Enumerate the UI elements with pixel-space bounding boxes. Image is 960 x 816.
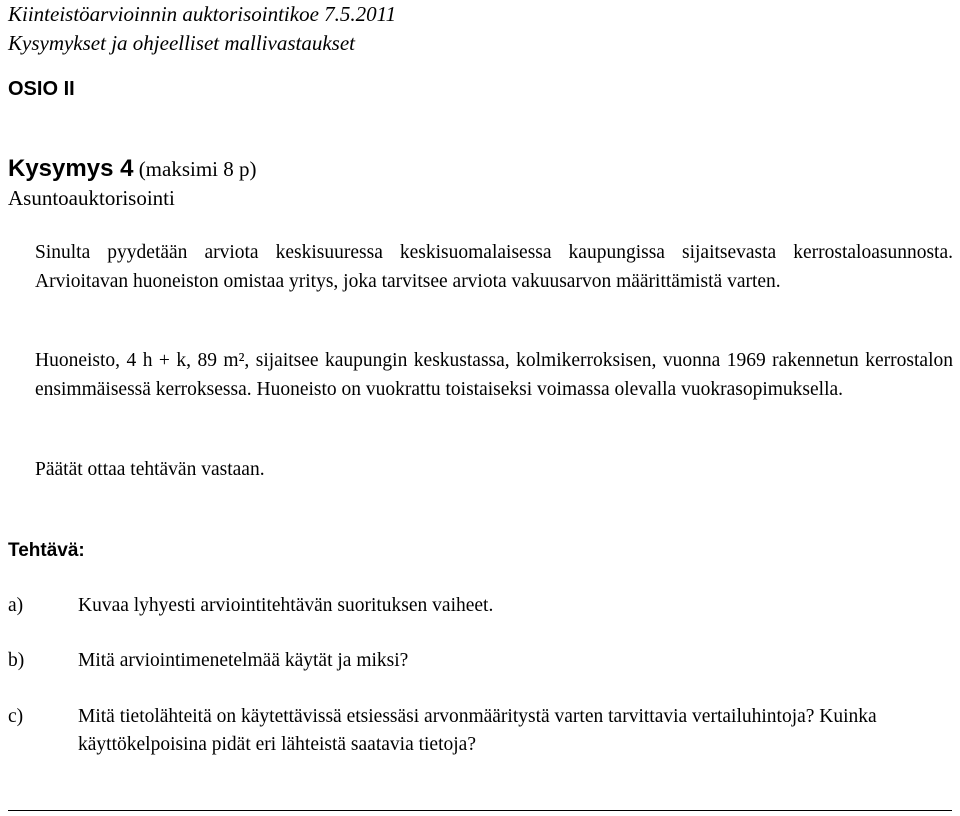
section-title: OSIO II bbox=[8, 78, 75, 100]
question-heading bbox=[8, 154, 257, 212]
question-title: Kysymys 4 bbox=[8, 155, 134, 182]
header-document-subtitle: Kysymykset ja ohjeelliset mallivastaukset bbox=[8, 31, 355, 55]
task-item bbox=[8, 703, 948, 759]
header-exam-title: Kiinteistöarvioinnin auktorisointikoe 7.5.2011 bbox=[8, 2, 397, 26]
task-item-text: Mitä tietolähteitä on käytettävissä etsiessäsi arvonmääritystä varten tarvittavia vertailuhintoja? Kuinka käyttökelpoisina pidät eri lähteistä saatavia tietoja? bbox=[78, 706, 877, 755]
paragraph-acceptance: Päätät ottaa tehtävän vastaan. bbox=[35, 459, 265, 480]
question-subtitle: Asuntoauktorisointi bbox=[8, 186, 175, 210]
task-item-label: a) bbox=[8, 595, 24, 616]
task-item-text: Mitä arviointimenetelmää käytät ja miksi? bbox=[78, 650, 409, 671]
task-heading: Tehtävä: bbox=[8, 540, 85, 561]
task-item-label: b) bbox=[8, 650, 25, 671]
task-item bbox=[8, 647, 948, 675]
task-item bbox=[8, 592, 948, 620]
task-item-label: c) bbox=[8, 706, 24, 727]
page-bottom-rule bbox=[8, 810, 952, 811]
document-header bbox=[8, 0, 396, 58]
question-points: (maksimi 8 p) bbox=[138, 157, 257, 181]
task-item-text: Kuvaa lyhyesti arviointitehtävän suorituksen vaiheet. bbox=[78, 595, 494, 616]
paragraph-apartment-description: Huoneisto, 4 h + k, 89 m², sijaitsee kaupungin keskustassa, kolmikerroksisen, vuonna 1969 rakennetun kerrostalon ensimmäisessä kerroksessa. Huoneisto on vuokrattu toistaiseksi voimassa olevalla vuokrasopimuksella. bbox=[35, 350, 953, 400]
paragraph-assignment: Sinulta pyydetään arviota keskisuuressa keskisuomalaisessa kaupungissa sijaitsevasta kerrostaloasunnosta. Arvioitavan huoneiston omistaa yritys, joka tarvitsee arviota vakuusarvon määrittämistä varten. bbox=[35, 242, 953, 292]
